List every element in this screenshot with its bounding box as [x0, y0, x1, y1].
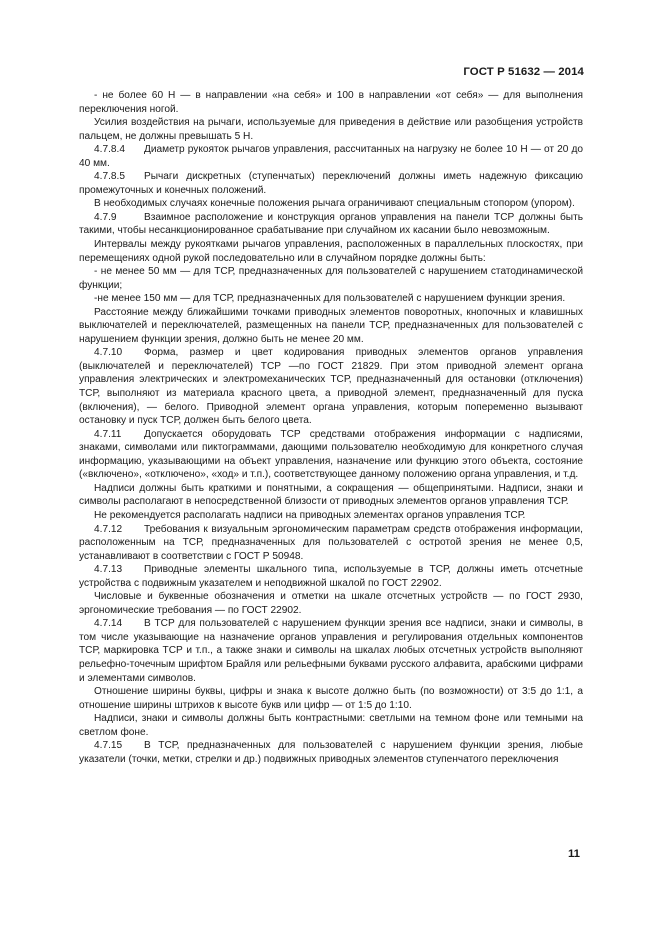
paragraph-text: В ТСР для пользователей с нарушением функции зрения все надписи, знаки и символы, в том числе указывающие на назначение органов управления и регулирования отдельных компонентов ТСР, маркировка ТСР и т.п., а также знаки и символы на шкалах любых отсчетных устройств выполняют рельефно-точечным шрифтом Брайля или рельефными буквами русского алфавита, арабскими цифрами и элементами символов. — [79, 618, 583, 684]
paragraph — [79, 590, 583, 617]
clause-number: 4.7.13 — [94, 564, 123, 576]
paragraph-text: В необходимых случаях конечные положения рычага ограничивают специальным стопором (упором). — [94, 198, 575, 210]
page-number: 11 — [567, 848, 580, 860]
paragraph-text: Приводные элементы шкального типа, используемые в ТСР, должны иметь отсчетные устройства с подвижным указателем и неподвижной шкалой по ГОСТ 22902. — [79, 564, 583, 589]
clause-number: 4.7.8.4 — [94, 144, 125, 156]
paragraph-text: Надписи, знаки и символы должны быть контрастными: светлыми на темном фоне или темными на светлом фоне. — [79, 713, 583, 738]
paragraph-text: - не более 60 Н — в направлении «на себя» и 100 в направлении «от себя» — для выполнения переключения ногой. — [79, 90, 583, 115]
standard-header: ГОСТ Р 51632 — 2014 — [463, 66, 584, 78]
clause-number: 4.7.10 — [94, 347, 123, 359]
paragraph-text: - не менее 50 мм — для ТСР, предназначенных для пользователей с нарушением статодинамической функции; — [79, 266, 583, 291]
paragraph-text: Надписи должны быть краткими и понятными, а сокращения — общепринятыми. Надписи, знаки и символы располагают в непосредственной близости от приводных элементов органов управления ТСР. — [79, 482, 583, 508]
paragraph — [79, 143, 583, 170]
clause-number: 4.7.14 — [94, 618, 123, 630]
paragraph — [79, 617, 583, 685]
paragraph — [79, 306, 583, 347]
clause-number: 4.7.15 — [94, 740, 123, 752]
paragraph — [79, 89, 583, 116]
paragraph-text: Допускается оборудовать ТСР средствами отображения информации с надписями, знаками, символами или пиктограммами, дающими пользователю необходимую для конкретного случая информацию, указывающими на объект управления, назначение или функцию этого объекта, состояние («включено», «отключено», «ход» и т.п.), соответствующее данному положению органа управления, и т.д. — [79, 428, 583, 481]
paragraph-text: Усилия воздействия на рычаги, используемые для приведения в действие или разобщения устройств пальцем, не должны превышать 5 Н. — [79, 117, 583, 142]
paragraph — [79, 509, 583, 523]
paragraph — [79, 523, 583, 564]
paragraph-text: Рычаги дискретных (ступенчатых) переключений должны иметь надежную фиксацию промежуточных и конечных положений. — [79, 171, 583, 196]
paragraph — [79, 563, 583, 590]
paragraph-text: Отношение ширины буквы, цифры и знака к высоте должно быть (по возможности) от 3:5 до 1:1, а отношение ширины штрихов к высоте букв или цифр — от 1:5 до 1:10. — [79, 686, 583, 711]
paragraph-text: Расстояние между ближайшими точками приводных элементов поворотных, кнопочных и клавишных выключателей и переключателей, размещенных на панели ТСР, предназначенных для пользователей с нарушением функции зрения, должно быть не менее 20 мм. — [79, 306, 583, 345]
document-body — [79, 89, 583, 766]
paragraph — [79, 116, 583, 143]
paragraph — [79, 197, 583, 211]
paragraph-text: В ТСР, предназначенных для пользователей с нарушением функции зрения, любые указатели (точки, метки, стрелки и др.) подвижных приводных элементов ступенчатого переключения — [79, 740, 583, 765]
paragraph-text: Диаметр рукояток рычагов управления, рассчитанных на нагрузку не более 10 Н — от 20 до 40 мм. — [79, 144, 583, 169]
paragraph — [79, 170, 583, 197]
paragraph-text: Интервалы между рукоятками рычагов управления, расположенных в параллельных плоскостях, при перемещениях одной рукой последовательно или в случайном порядке должны быть: — [79, 239, 583, 264]
clause-number: 4.7.8.5 — [94, 171, 125, 183]
clause-number: 4.7.9 — [94, 211, 117, 223]
paragraph-text: Не рекомендуется располагать надписи на приводных элементах органов управления ТСР. — [94, 509, 526, 521]
paragraph — [79, 238, 583, 265]
paragraph — [79, 685, 583, 712]
paragraph-text: Числовые и буквенные обозначения и отметки на шкале отсчетных устройств — по ГОСТ 2930, эргономические требования — по ГОСТ 22902. — [79, 591, 583, 616]
paragraph — [79, 739, 583, 766]
clause-number: 4.7.12 — [94, 523, 123, 535]
paragraph — [79, 482, 583, 509]
paragraph — [79, 292, 583, 306]
paragraph — [79, 712, 583, 739]
clause-number: 4.7.11 — [94, 428, 122, 440]
paragraph — [79, 428, 583, 482]
paragraph — [79, 346, 583, 427]
paragraph-text: Требования к визуальным эргономическим параметрам средств отображения информации, расположенным на ТСР, предназначенных для пользователей с остротой зрения не менее 0,5, устанавливают в соответствии с ГОСТ Р 50948. — [79, 523, 583, 562]
paragraph — [79, 211, 583, 238]
paragraph — [79, 265, 583, 292]
paragraph-text: Форма, размер и цвет кодирования приводных элементов органов управления (выключателей и переключателей) ТСР —по ГОСТ 21829. При этом приводной элемент органа управления электрических и электромеханических ТСР, предназначенный для остановки (отключения) ТСР, выполняют из материала красного цвета, а приводной элемент, предназначенный для пуска (включения), — белого. Приводной элемент органа управления, которым попеременно вызывают остановку и пуск ТСР, должен быть белого цвета. — [79, 347, 583, 427]
paragraph-text: Взаимное расположение и конструкция органов управления на панели ТСР должны быть такими, чтобы несанкционированное срабатывание при случайном их касании было невозможным. — [79, 211, 583, 237]
paragraph-text: -не менее 150 мм — для ТСР, предназначенных для пользователей с нарушением функции зрения. — [94, 293, 566, 305]
